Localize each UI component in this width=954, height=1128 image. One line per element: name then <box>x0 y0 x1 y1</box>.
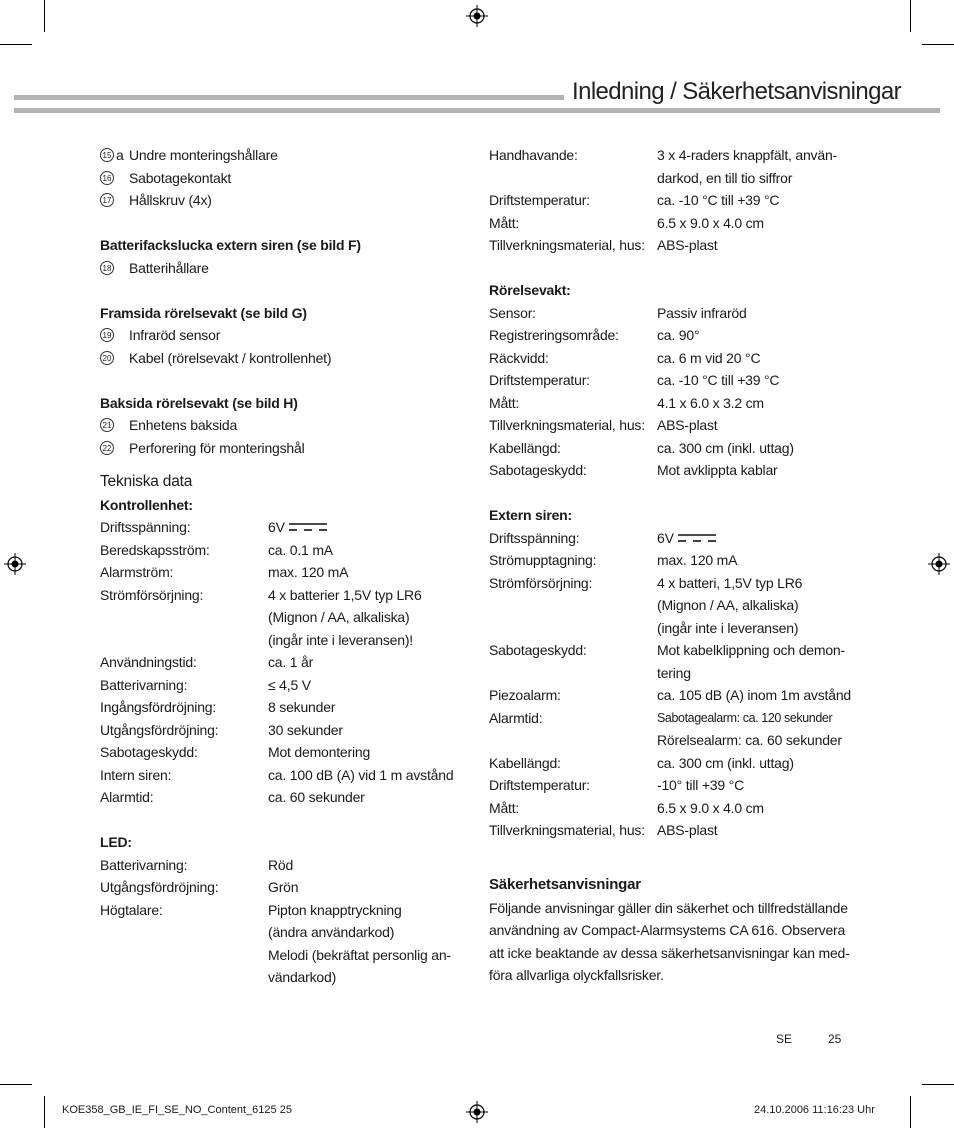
spec-label: Driftstemperatur: <box>489 372 590 388</box>
spec-value: 8 sekunder <box>268 699 336 715</box>
spec-value: Grön <box>268 879 299 895</box>
spec-row <box>100 651 460 674</box>
spec-value: darkod, en till tio siffror <box>657 169 793 186</box>
spec-row <box>100 786 460 809</box>
spec-value: vändarkod) <box>268 969 337 985</box>
section-heading: Baksida rörelsevakt (se bild H) <box>100 394 298 411</box>
spec-value: 6.5 x 9.0 x 4.0 cm <box>657 799 764 816</box>
spec-row <box>489 302 869 325</box>
spec-label: Mått: <box>489 394 520 411</box>
spec-row <box>489 662 869 685</box>
spec-value: Sabotagealarm: ca. 120 sekunder <box>657 710 833 725</box>
crop-mark <box>910 0 911 32</box>
spec-value: 4.1 x 6.0 x 3.2 cm <box>657 394 764 411</box>
spec-label: Tillverkningsmaterial, hus: <box>489 237 645 253</box>
spec-row <box>489 414 869 437</box>
crop-mark <box>44 0 45 32</box>
crop-mark <box>44 1096 45 1128</box>
parts-list-item: 22 Perforering för monteringshål <box>100 437 460 460</box>
spec-value: (Mignon / AA, alkaliska) <box>657 597 799 613</box>
spec-row <box>489 437 869 460</box>
circled-number: 19 <box>100 328 114 342</box>
spec-row <box>489 594 869 617</box>
spec-row <box>489 324 869 347</box>
spec-row <box>489 797 869 820</box>
spec-value: ca. -10 °C till +39 °C <box>657 192 780 208</box>
spec-value: (Mignon / AA, alkaliska) <box>268 609 410 625</box>
left-column <box>100 144 460 989</box>
spec-row <box>489 549 869 572</box>
parts-list-item: 21 Enhetens baksida <box>100 414 460 437</box>
spec-row <box>100 876 460 899</box>
spec-row <box>489 527 869 550</box>
circled-number: 17 <box>100 193 114 207</box>
parts-list-item: 18 Batterihållare <box>100 257 460 280</box>
circled-number: 22 <box>100 441 114 455</box>
spec-value: ca. 0.1 mA <box>268 541 333 558</box>
header-rule <box>14 108 940 113</box>
print-timestamp: 24.10.2006 11:16:23 Uhr <box>754 1104 875 1116</box>
spec-value: 6.5 x 9.0 x 4.0 cm <box>657 214 764 231</box>
crop-mark <box>922 44 954 45</box>
spec-value: max. 120 mA <box>268 564 349 580</box>
spec-label: Ingångsfördröjning: <box>100 699 217 715</box>
circled-number: 16 <box>100 171 114 185</box>
spec-value: (ingår inte i leveransen) <box>657 619 799 636</box>
spec-label: Användningstid: <box>100 654 197 670</box>
circled-number: 20 <box>100 351 114 365</box>
spec-value: ca. 100 dB (A) vid 1 m avstånd <box>268 766 454 783</box>
spec-value: 6V <box>657 527 716 550</box>
spec-value: ABS-plast <box>657 417 718 433</box>
header-rule <box>14 95 564 100</box>
spec-label: Sabotageskydd: <box>489 462 587 478</box>
spec-label: Batterivarning: <box>100 856 188 873</box>
spec-value: ca. 300 cm (inkl. uttag) <box>657 439 794 456</box>
spec-label: Mått: <box>489 799 520 816</box>
spec-label: Högtalare: <box>100 901 163 918</box>
dc-symbol-icon <box>678 533 716 543</box>
spec-value: (ändra användarkod) <box>268 924 395 940</box>
spec-label: Utgångsfördröjning: <box>100 879 219 895</box>
spec-row <box>100 899 460 922</box>
dc-symbol-icon <box>289 522 327 532</box>
spec-label: Strömförsörjning: <box>489 574 593 591</box>
spec-label: Intern siren: <box>100 766 172 783</box>
spec-row <box>100 921 460 944</box>
spec-row <box>100 584 460 607</box>
spec-row <box>489 369 869 392</box>
section-heading: Tekniska data <box>100 473 193 490</box>
right-column <box>489 144 869 987</box>
spec-row <box>489 639 869 662</box>
spec-value: 4 x batterier 1,5V typ LR6 <box>268 586 422 603</box>
spec-value: ca. 105 dB (A) inom 1m avstånd <box>657 687 851 703</box>
spec-label: Alarmtid: <box>489 709 543 726</box>
spec-row <box>100 854 460 877</box>
spec-value: 6V <box>268 516 327 539</box>
spec-row <box>489 189 869 212</box>
spec-row <box>489 572 869 595</box>
spec-row <box>100 966 460 989</box>
spec-value: Mot demontering <box>268 744 371 760</box>
spec-value: (ingår inte i leveransen)! <box>268 631 413 648</box>
spec-value: max. 120 mA <box>657 552 738 568</box>
spec-row <box>489 684 869 707</box>
spec-value: 30 sekunder <box>268 721 343 738</box>
spec-row <box>100 539 460 562</box>
section-heading: Batterifackslucka extern siren (se bild F) <box>100 237 361 253</box>
spec-label: Räckvidd: <box>489 349 549 366</box>
parts-list-item: 15 a Undre monteringshållare <box>100 144 460 167</box>
registration-mark-icon <box>466 1101 488 1123</box>
parts-list-item: 17 Hållskruv (4x) <box>100 189 460 212</box>
spec-label: Driftstemperatur: <box>489 777 590 793</box>
spec-label: Utgångsfördröjning: <box>100 721 219 738</box>
spec-row <box>100 629 460 652</box>
parts-list-item: 16 Sabotagekontakt <box>100 167 460 190</box>
crop-mark <box>910 1096 911 1128</box>
spec-value: ABS-plast <box>657 237 718 253</box>
spec-label: Sabotageskydd: <box>100 744 198 760</box>
spec-value: ca. 1 år <box>268 654 314 670</box>
crop-mark <box>0 1084 32 1085</box>
spec-value: Rörelsealarm: ca. 60 sekunder <box>657 732 842 748</box>
spec-value: ≤ 4,5 V <box>268 676 311 693</box>
spec-label: Driftstemperatur: <box>489 192 590 208</box>
spec-label: Handhavande: <box>489 147 578 163</box>
spec-row <box>489 392 869 415</box>
spec-value: Passiv infraröd <box>657 304 747 321</box>
crop-mark <box>0 44 32 45</box>
spec-label: Registreringsområde: <box>489 327 619 343</box>
spec-value: 3 x 4-raders knappfält, använ- <box>657 147 837 163</box>
spec-label: Strömförsörjning: <box>100 586 204 603</box>
spec-row <box>489 167 869 190</box>
section-heading: LED: <box>100 834 132 850</box>
spec-row <box>489 752 869 775</box>
spec-row <box>100 516 460 539</box>
spec-label: Kabellängd: <box>489 754 561 771</box>
section-heading: Säkerhetsanvisningar <box>489 876 641 893</box>
spec-value: ca. 6 m vid 20 °C <box>657 349 761 366</box>
spec-label: Tillverkningsmaterial, hus: <box>489 417 645 433</box>
section-heading: Kontrollenhet: <box>100 496 193 513</box>
spec-label: Alarmtid: <box>100 789 154 805</box>
spec-label: Tillverkningsmaterial, hus: <box>489 822 645 838</box>
spec-value: Melodi (bekräftat personlig an- <box>268 946 451 963</box>
spec-label: Alarmström: <box>100 564 174 580</box>
spec-row <box>489 707 869 730</box>
spec-value: tering <box>657 664 691 681</box>
spec-row <box>100 944 460 967</box>
circled-number: 21 <box>100 418 114 432</box>
spec-label: Driftsspänning: <box>489 529 580 546</box>
spec-label: Mått: <box>489 214 520 231</box>
circled-number: 18 <box>100 261 114 275</box>
section-heading: Framsida rörelsevakt (se bild G) <box>100 304 307 321</box>
section-heading: Rörelsevakt: <box>489 282 571 298</box>
page-title: Inledning / Säkerhetsanvisningar <box>572 78 902 105</box>
spec-label: Kabellängd: <box>489 439 561 456</box>
parts-list-item: 20 Kabel (rörelsevakt / kontrollenhet) <box>100 347 460 370</box>
spec-row <box>100 719 460 742</box>
spec-value: ca. 300 cm (inkl. uttag) <box>657 754 794 771</box>
spec-row <box>100 696 460 719</box>
spec-row <box>489 144 869 167</box>
registration-mark-icon <box>4 553 26 575</box>
print-file-info: KOE358_GB_IE_FI_SE_NO_Content_6125 25 <box>62 1104 292 1116</box>
spec-value: -10° till +39 °C <box>657 777 744 793</box>
spec-row <box>489 617 869 640</box>
spec-label: Strömupptagning: <box>489 552 597 568</box>
spec-row <box>489 774 869 797</box>
spec-label: Sensor: <box>489 304 536 321</box>
spec-value: ca. 90° <box>657 327 700 343</box>
spec-label: Driftsspänning: <box>100 519 191 535</box>
spec-label: Piezoalarm: <box>489 687 561 703</box>
spec-row <box>100 561 460 584</box>
spec-row <box>100 674 460 697</box>
spec-row <box>100 606 460 629</box>
spec-value: Röd <box>268 856 294 873</box>
page-language: SE <box>776 1032 793 1046</box>
spec-value: ABS-plast <box>657 822 718 838</box>
spec-label: Batterivarning: <box>100 676 188 693</box>
parts-list-item: 19 Infraröd sensor <box>100 324 460 347</box>
spec-value: Mot kabelklippning och demon- <box>657 642 845 658</box>
page-number: 25 <box>828 1032 842 1046</box>
spec-row <box>489 234 869 257</box>
spec-label: Sabotageskydd: <box>489 642 587 658</box>
registration-mark-icon <box>466 5 488 27</box>
safety-paragraph: Följande anvisningar gäller din säkerhet och tillfredställande användning av Compact-Alarmsystems CA 616. Observera att icke beaktande av dessa säkerhetsanvisningar kan med- föra allvarliga olyckfallsrisker. <box>489 899 850 983</box>
spec-value: ca. -10 °C till +39 °C <box>657 372 780 388</box>
spec-row <box>489 819 869 842</box>
registration-mark-icon <box>928 553 950 575</box>
spec-value: 4 x batteri, 1,5V typ LR6 <box>657 574 803 591</box>
spec-row <box>489 347 869 370</box>
spec-row <box>489 459 869 482</box>
spec-row <box>489 729 869 752</box>
section-heading: Extern siren: <box>489 507 572 523</box>
circled-number: 15 <box>100 148 114 162</box>
spec-value: Mot avklippta kablar <box>657 462 778 478</box>
spec-row <box>489 212 869 235</box>
spec-value: Pipton knapptryckning <box>268 901 402 918</box>
crop-mark <box>922 1084 954 1085</box>
spec-label: Beredskapsström: <box>100 541 210 558</box>
spec-row <box>100 764 460 787</box>
spec-row <box>100 741 460 764</box>
spec-value: ca. 60 sekunder <box>268 789 365 805</box>
